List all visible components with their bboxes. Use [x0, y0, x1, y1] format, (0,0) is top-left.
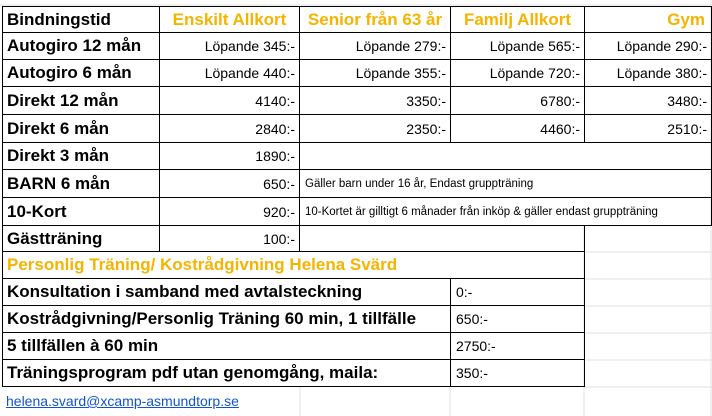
pt-item-label: Träningsprogram pdf utan genomgång, maila:: [2, 359, 451, 387]
price-cell: 2350:-: [299, 114, 451, 143]
price-cell: 6780:-: [450, 86, 585, 115]
pt-item-label: 5 tillfällen à 60 min: [2, 332, 451, 360]
pt-item-label: Kostrådgivning/Personlig Träning 60 min, 1 tillfälle: [2, 305, 451, 333]
price-cell: 1890:-: [159, 142, 300, 170]
price-cell: 2840:-: [159, 114, 300, 143]
price-cell: Löpande 565:-: [450, 32, 585, 60]
note-cell: 10-Kortet är gilltigt 6 månader från inköp & gäller endast gruppträning: [299, 197, 712, 226]
note-cell: Gäller barn under 16 år, Endast gruppträning: [299, 169, 712, 198]
header-familj-allkort: Familj Allkort: [450, 6, 585, 33]
row-label: Direkt 12 mån: [2, 86, 160, 115]
pt-item-price: 2750:-: [450, 332, 585, 360]
row-label: Direkt 6 mån: [2, 114, 160, 143]
price-cell: 4460:-: [450, 114, 585, 143]
header-gym: Gym: [584, 6, 712, 33]
pt-item-price: 350:-: [450, 359, 585, 387]
pt-item-label: Konsultation i samband med avtalsteckning: [2, 278, 451, 306]
price-cell: 4140:-: [159, 86, 300, 115]
price-cell: 650:-: [159, 169, 300, 198]
price-cell: Löpande 345:-: [159, 32, 300, 60]
price-cell: Löpande 380:-: [584, 59, 712, 87]
row-label: Gästträning: [2, 225, 160, 252]
price-cell: 3480:-: [584, 86, 712, 115]
header-bindningstid: Bindningstid: [2, 6, 160, 33]
price-cell: Löpande 440:-: [159, 59, 300, 87]
price-cell: 3350:-: [299, 86, 451, 115]
price-cell: 920:-: [159, 197, 300, 226]
pt-title: Personlig Träning/ Kostrådgivning Helena Svärd: [2, 251, 585, 279]
pt-item-price: 0:-: [450, 278, 585, 306]
price-cell: 2510:-: [584, 114, 712, 143]
row-label: 10-Kort: [2, 197, 160, 226]
price-cell: 100:-: [159, 225, 300, 252]
pt-item-price: 650:-: [450, 305, 585, 333]
row-label: Autogiro 12 mån: [2, 32, 160, 60]
price-cell: Löpande 720:-: [450, 59, 585, 87]
row-label: BARN 6 mån: [2, 169, 160, 198]
header-enskilt-allkort: Enskilt Allkort: [159, 6, 300, 33]
row-label: Direkt 3 mån: [2, 142, 160, 170]
price-cell: Löpande 279:-: [299, 32, 451, 60]
header-senior: Senior från 63 år: [299, 6, 451, 33]
email-link[interactable]: helena.svard@xcamp-asmundtorp.se: [6, 393, 239, 409]
empty-cell: [299, 142, 712, 170]
empty-cell: [299, 225, 585, 252]
price-cell: Löpande 355:-: [299, 59, 451, 87]
price-cell: Löpande 290:-: [584, 32, 712, 60]
row-label: Autogiro 6 mån: [2, 59, 160, 87]
